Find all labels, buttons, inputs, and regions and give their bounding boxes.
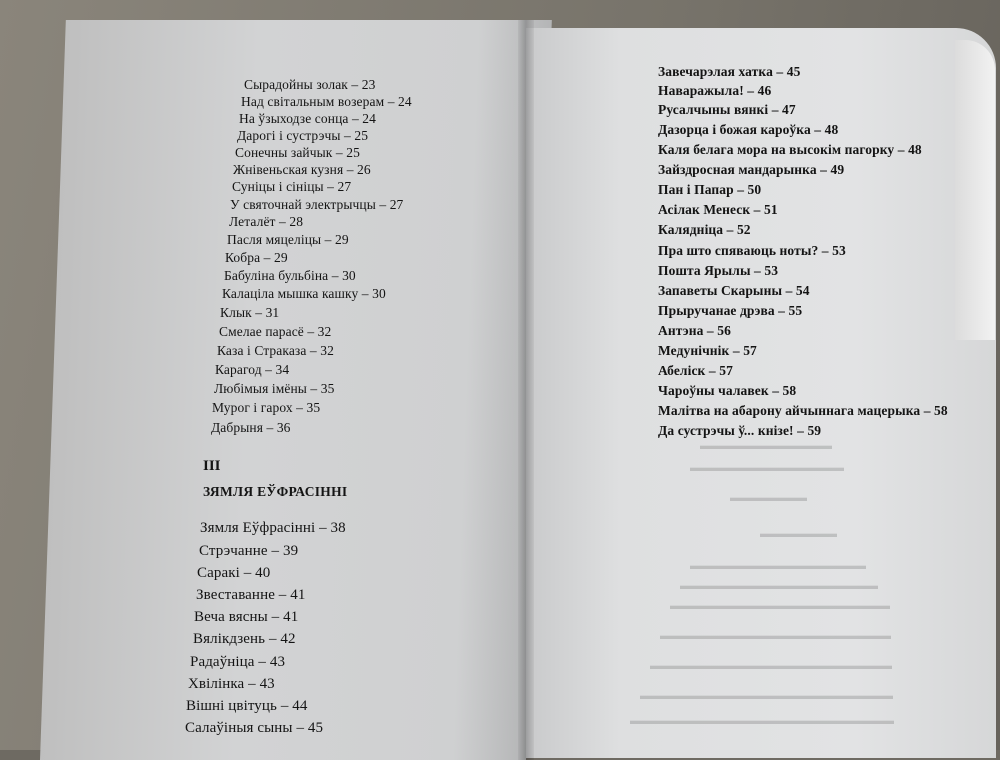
toc-entry: Прыручанае дрэва – 55 xyxy=(658,303,803,318)
toc-entry: Малітва на абарону айчыннага мацерыка – 58 xyxy=(658,403,948,418)
toc-entry: Карагод – 34 xyxy=(215,362,290,377)
toc-entry: Жнівеньская кузня – 26 xyxy=(233,162,371,177)
toc-entry: Дарогі і сустрэчы – 25 xyxy=(237,128,369,143)
toc-entry: Над світальным возерам – 24 xyxy=(241,94,412,109)
toc-entry: Зямля Еўфрасінні – 38 xyxy=(200,520,346,536)
section-title: ЗЯМЛЯ ЕЎФРАСІННІ xyxy=(203,484,348,499)
toc-entry: Завечарэлая хатка – 45 xyxy=(658,64,801,79)
toc-entry: Асілак Менеск – 51 xyxy=(658,202,778,217)
toc-entry: Суніцы і сініцы – 27 xyxy=(232,179,352,194)
toc-entry: Смелае парасё – 32 xyxy=(219,324,332,339)
section-number: III xyxy=(203,458,221,474)
toc-entry: Вішні цвітуць – 44 xyxy=(186,698,308,714)
toc-entry: Радаўніца – 43 xyxy=(190,654,286,670)
toc-entry: Каля белага мора на высокім пагорку – 48 xyxy=(658,142,922,157)
toc-entry: Мурог і гарох – 35 xyxy=(212,400,321,415)
toc-entry: Любімыя імёны – 35 xyxy=(214,381,335,396)
toc-entry: Да сустрэчы ў... кнізе! – 59 xyxy=(658,423,822,438)
toc-entry: Салаўіныя сыны – 45 xyxy=(185,720,324,736)
toc-entry: Клык – 31 xyxy=(220,305,280,320)
toc-entry: Абеліск – 57 xyxy=(658,363,733,378)
toc-entry: Медунічнік – 57 xyxy=(658,343,757,358)
toc-entry: У святочнай электрычцы – 27 xyxy=(230,197,404,212)
toc-entry: На ўзыходзе сонца – 24 xyxy=(239,111,376,126)
toc-entry: Чароўны чалавек – 58 xyxy=(658,383,797,398)
toc-entry: Хвілінка – 43 xyxy=(188,676,275,692)
toc-entry: Каляднiца – 52 xyxy=(658,222,751,237)
toc-entry: Бабуліна бульбіна – 30 xyxy=(224,268,356,283)
toc-entry: Наваражыла! – 46 xyxy=(658,83,772,98)
toc-entry: Саракі – 40 xyxy=(197,565,271,581)
toc-entry: Русалчыны вянкі – 47 xyxy=(658,102,796,117)
toc-entry: Кобра – 29 xyxy=(225,250,288,265)
toc-entry: Звеставанне – 41 xyxy=(196,587,306,603)
page-edge-curl xyxy=(955,40,995,340)
toc-entry: Зайздросная мандарынка – 49 xyxy=(658,162,845,177)
toc-entry: Пан і Папар – 50 xyxy=(658,182,762,197)
toc-entry: Калацiла мышка кашку – 30 xyxy=(222,286,386,301)
toc-entry: Леталёт – 28 xyxy=(229,214,304,229)
book-spine xyxy=(518,20,534,760)
toc-entry: Сонечны зайчык – 25 xyxy=(235,145,360,160)
toc-entry: Каза і Страказа – 32 xyxy=(217,343,334,358)
toc-entry: Пошта Ярылы – 53 xyxy=(658,263,779,278)
toc-entry: Дазорца і божая кароўка – 48 xyxy=(658,122,839,137)
toc-entry: Пра што спяваюць ноты? – 53 xyxy=(658,243,846,258)
toc-entry: Сырадойны золак – 23 xyxy=(244,77,376,92)
toc-entry: Вялікдзень – 42 xyxy=(193,631,296,647)
toc-entry: Стрэчанне – 39 xyxy=(199,543,299,559)
toc-entry: Веча вясны – 41 xyxy=(194,609,299,625)
toc-entry: Дабрыня – 36 xyxy=(211,420,291,435)
toc-entry: Антэна – 56 xyxy=(658,323,731,338)
toc-entry: Запаветы Скарыны – 54 xyxy=(658,283,810,298)
toc-entry: Пасля мяцеліцы – 29 xyxy=(227,232,349,247)
